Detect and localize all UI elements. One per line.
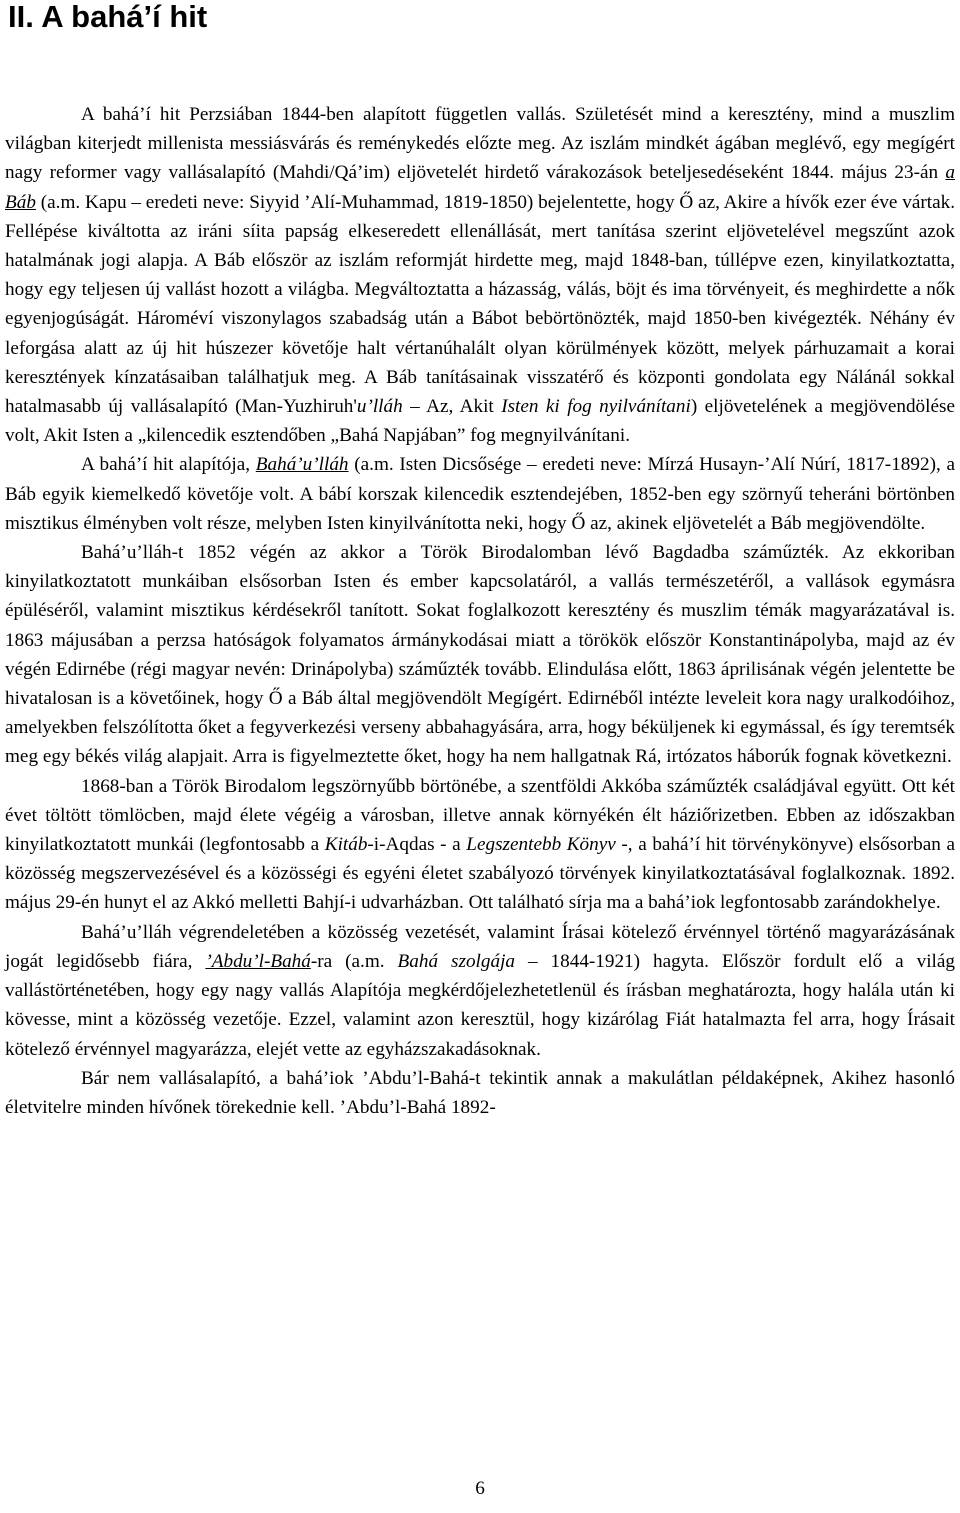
paragraph-4-text-a: 1868-ban a Török Birodalom legszörnyűbb börtönébe, a szentföldi Akkóba száműzték családjával együtt. Ott két évet töltött tömlöcben, majd élete végéig a városban, illetve annak környékén élt háziőrizetben. Ebben az időszakban kinyilatkoztatott munkái (legfontosabb a: [5, 775, 955, 856]
paragraph-1-text-a: A bahá’í hit Perzsiában 1844-ben alapított független vallás. Születését mind a keresztény, mind a muszlim világban kiterjedt millenista messiásvárás és reménykedés előzte meg. Az iszlám mindkét ágában meglévő, egy megígért nagy reformer vagy vallásalapító (Mahdi/Qá’im) eljövetelét hirdető várakozások beteljesedéseként 1844. május 23-án: [5, 104, 955, 184]
paragraph-5-text-b: -ra (a.m.: [310, 950, 398, 972]
paragraph-2-text-b: (a.m. Isten Dicsősége – eredeti neve: Mírzá Husayn-’Alí Núrí, 1817-1892), a Báb egyik kiemelkedő követője volt. A bábí korszak kilencedik esztendejében, 1852-ben egy szörnyű teheráni börtönben misztikus élményben volt része, melyben Isten kinyilvánította neki, hogy Ő az, akinek eljövetelét a Báb megjövendölte.: [5, 454, 955, 534]
paragraph-1-italic-b: Isten ki fog nyilvánítani: [501, 396, 691, 418]
paragraph-5-text-a: Bahá’u’lláh végrendeletében a közösség vezetését, valamint Írásai kötelező érvénnyel történő magyarázásának jogát legidősebb fiára,: [5, 921, 955, 972]
paragraph-2: [5, 450, 955, 538]
paragraph-3: Bahá’u’lláh-t 1852 végén az akkor a Török Birodalomban lévő Bagdadba száműzték. Az ekkoriban kinyilatkoztatott munkáiban elsősorban Isten és ember kapcsolatáról, a vallás természetéről, a vallások egymásra épüléséről, valamint misztikus kérdésekről tanított. Sokat foglalkozott keresztény és muszlim témák magyarázatával is. 1863 májusában a perzsa hatóságok folyamatos ármánykodásai miatt a törökök először Konstantinápolyba, majd az év végén Edirnébe (régi magyar nevén: Drinápolyba) száműzték tovább. Elindulása előtt, 1863 áprilisának végén jelentette be hivatalosan is a követőinek, hogy Ő a Báb által megjövendölt Megígért. Edirnéből intézte leveleit kora nagy uralkodóihoz, amelyekben felszólította őket a fegyverkezési verseny abbahagyására, arra, hogy béküljenek ki egymással, és így teremtsék meg egy békés világ alapjait. Arra is figyelmeztette őket, hogy ha nem hallgatnak Rá, irtózatos háborúk fognak következni.: [5, 542, 955, 768]
paragraph-5-italic-a: Bahá szolgája: [397, 950, 515, 972]
bahaullah-link[interactable]: Bahá’u’lláh: [255, 454, 349, 476]
paragraph-1: [5, 100, 955, 450]
paragraph-4-italic-a: Kitáb: [324, 834, 368, 856]
bab-link[interactable]: a Báb: [5, 162, 955, 213]
abdul-baha-link[interactable]: ’Abdu’l-Bahá: [205, 950, 311, 972]
paragraph-4-italic-b: Legszentebb Könyv: [466, 834, 616, 856]
paragraph-1-text-c: – Az, Akit: [402, 396, 502, 418]
paragraph-1-text-b: (a.m. Kapu – eredeti neve: Siyyid ’Alí-Muhammad, 1819-1850) bejelentette, hogy Ő az, Akire a hívők ezer éve vártak. Fellépése kiváltotta az iráni síita papság elkeseredett ellenállását, mert tanítása szerint eljövetelével megszűnt azok hatalmának jogi alapja. A Báb először az iszlám reformját hirdette meg, majd 1848-ban, túllépve ezen, kinyilatkoztatta, hogy egy teljesen új vallást hozott a világba. Megváltoztatta a házasság, válás, böjt és ima törvényeit, és meghirdette a nők egyenjogúságát. Hároméví viszonylagos szabadság után a Bábot bebörtönözték, majd 1850-ben kivégezték. Néhány év leforgása alatt az új hit húszezer követője halt vértanúhalált olyan körülmények között, melyek párhuzamait a korai keresztények kínzatásaiban találhatjuk meg. A Báb tanításainak visszatérő és központi gondolata egy Nálánál sokkal hatalmasabb új vallásalapító (Man-Yuzhiruh': [5, 191, 955, 418]
paragraph-4-text-c: -, a bahá’í hit törvénykönyve) elsősorban a közösség megszervezésével és a közösségi és egyéni életet szabályozó törvények kinyilatkoztatásával foglalkoznak. 1892. május 29-én hunyt el az Akkó melletti Bahjí-i udvarházban. Ott található sírja ma a bahá’iok legfontosabb zarándokhelye.: [5, 834, 956, 914]
paragraph-1-text-d: ) eljövetelének a megjövendölése volt, Akit Isten a „kilencedik esztendőben „Bahá Napjában” fog megnyilvánítani.: [5, 396, 955, 447]
paragraph-5-text-c: – 1844-1921) hagyta. Először fordult elő a világ vallástörténetében, hogy egy nagy vallás Alapítója megkérdőjelezhetetlenül és írásban meghatározta, hogy halála után ki kövesse, mint a közösség vezetője. Ezzel, valamint azon keresztül, hogy kizárólag Fiát hatalmazta fel arra, hogy Írásait kötelező érvénnyel magyarázza, elejét vette az egyházszakadásoknak.: [5, 950, 955, 1060]
paragraph-4-text-b: -i-Aqdas - a: [367, 834, 467, 856]
page-number: 6: [475, 1478, 485, 1499]
body-text: [5, 100, 955, 1122]
chapter-heading: II. A bahá’í hit: [8, 0, 208, 34]
paragraph-6: Bár nem vallásalapító, a bahá’iok ’Abdu’l-Bahá-t tekintik annak a makulátlan példaképnek, Akihez hasonló életvitelre minden hívőnek törekednie kell. ’Abdu’l-Bahá 1892-: [5, 1067, 955, 1118]
paragraph-1-italic-a: u’lláh: [356, 396, 403, 418]
paragraph-4: [5, 772, 955, 918]
paragraph-5: [5, 918, 955, 1064]
paragraph-2-text-a: A bahá’í hit alapítója,: [81, 454, 256, 476]
